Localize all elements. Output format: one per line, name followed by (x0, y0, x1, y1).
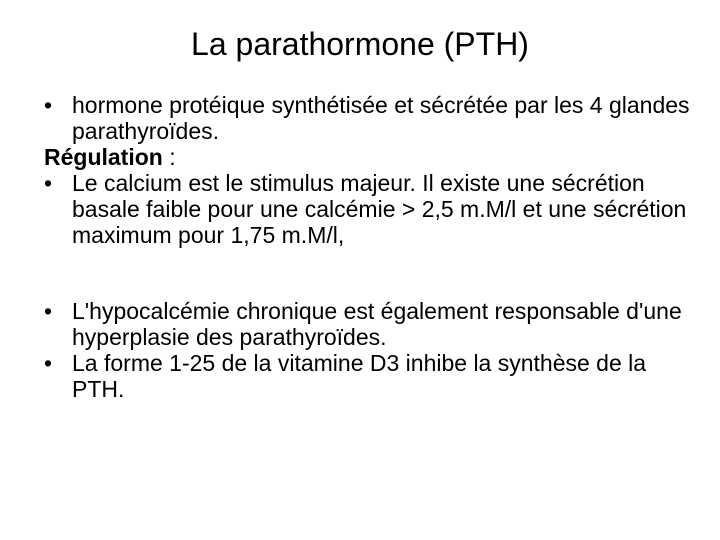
heading-colon: : (162, 144, 176, 170)
bullet-text: La forme 1-25 de la vitamine D3 inhibe la synthèse de la PTH. (72, 350, 647, 402)
bullet-icon: • (44, 92, 53, 118)
bullet-item (44, 170, 694, 248)
bullet-text: Le calcium est le stimulus majeur. Il existe une sécrétion basale faible pour une calcémie > 2,5 m.M/l et une sécrétion maximum pour 1,75 m.M/l, (72, 170, 687, 248)
bullet-icon: • (44, 170, 53, 196)
slide-title: La parathormone (PTH) (191, 26, 529, 62)
regulation-heading (44, 144, 694, 170)
slide-body (44, 92, 694, 402)
spacer (44, 248, 694, 298)
heading-label: Régulation (44, 144, 163, 170)
bullet-item (44, 298, 694, 350)
bullet-icon: • (44, 298, 53, 324)
bullet-text: hormone protéique synthétisée et sécrétée par les 4 glandes parathyroïdes. (72, 92, 690, 144)
bullet-icon: • (44, 350, 53, 376)
bullet-text: L'hypocalcémie chronique est également responsable d'une hyperplasie des parathyroïdes. (72, 298, 682, 350)
bullet-item (44, 350, 694, 402)
bullet-item (44, 92, 694, 144)
